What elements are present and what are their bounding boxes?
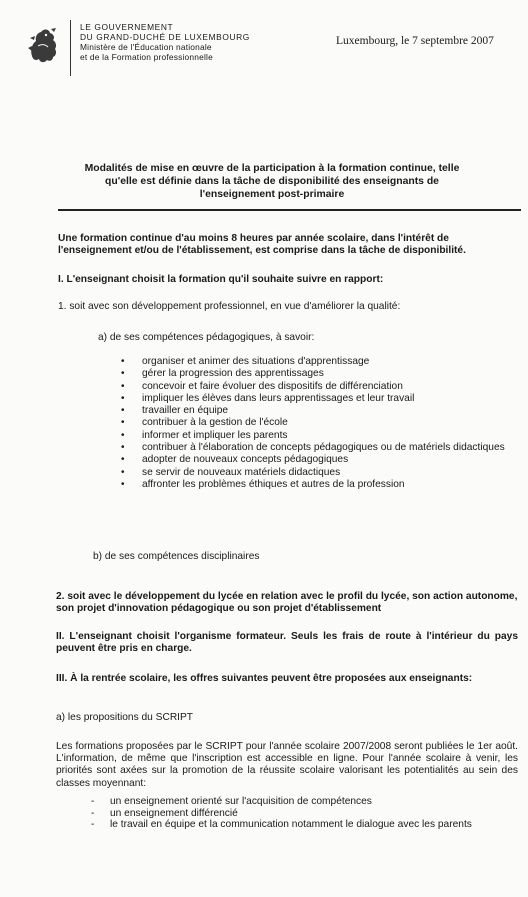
header-divider: [70, 20, 71, 76]
point-1b: b) de ses compétences disciplinaires: [93, 551, 260, 562]
gov-line-1: LE GOUVERNEMENT: [80, 22, 174, 32]
list-item: • contribuer à l'élaboration de concepts pédagogiques ou de matériels didactiques: [118, 442, 518, 454]
priorities-list: [86, 796, 506, 831]
list-item: • informer et impliquer les parents: [118, 430, 518, 442]
place-date: Luxembourg, le 7 septembre 2007: [336, 35, 494, 47]
gov-line-4: et de la Formation professionnelle: [80, 52, 213, 62]
point-1a: a) de ses compétences pédagogiques, à savoir:: [98, 332, 315, 343]
point-1: 1. soit avec son développement professionnel, en vue d'améliorer la qualité:: [58, 301, 401, 312]
point-2: 2. soit avec le développement du lycée en relation avec le profil du lycée, son action autonome, son projet d'innovation pédagogique ou son projet d'établissement: [56, 591, 518, 615]
intro-paragraph: Une formation continue d'au moins 8 heures par année scolaire, dans l'intérêt de l'enseignement et/ou de l'établissement, est comprise dans la tâche de disponibilité.: [58, 233, 466, 257]
list-item: • organiser et animer des situations d'apprentissage: [118, 356, 518, 368]
list-item: - un enseignement orienté sur l'acquisition de compétences: [86, 796, 506, 808]
list-item: - un enseignement différencié: [86, 808, 506, 820]
document-title: [52, 162, 492, 201]
list-item: • affronter les problèmes éthiques et autres de la profession: [118, 479, 518, 491]
list-item: • contribuer à la gestion de l'école: [118, 417, 518, 429]
title-rule: [58, 209, 521, 211]
list-item: • impliquer les élèves dans leurs apprentissages et leur travail: [118, 393, 518, 405]
list-item: • concevoir et faire évoluer des dispositifs de différenciation: [118, 381, 518, 393]
section-2-heading: II. L'enseignant choisit l'organisme formateur. Seuls les frais de route à l'intérieur du pays peuvent être pris en charge.: [56, 631, 518, 655]
list-item: • travailler en équipe: [118, 405, 518, 417]
competences-list: [118, 356, 518, 491]
lion-coat-of-arms-icon: [26, 26, 60, 64]
title-line-1: Modalités de mise en œuvre de la participation à la formation continue, telle: [84, 163, 460, 174]
section-3a: a) les propositions du SCRIPT: [56, 712, 194, 723]
title-line-3: l'enseignement post-primaire: [199, 189, 345, 200]
script-paragraph: Les formations proposées par le SCRIPT pour l'année scolaire 2007/2008 seront publiées le 1er août. L'information, de même que l'inscription est accessible en ligne. Pour l'année scolaire à venir, les priorités sont axées sur la promotion de la réussite scolaire valorisant les potentialités au sein des classes moyennant:: [56, 741, 518, 789]
list-item: • gérer la progression des apprentissages: [118, 368, 518, 380]
government-letterhead: [80, 22, 250, 62]
title-line-2: qu'elle est définie dans la tâche de disponibilité des enseignants de: [105, 176, 439, 187]
section-1-heading: I. L'enseignant choisit la formation qu'il souhaite suivre en rapport:: [58, 274, 384, 285]
gov-line-2: DU GRAND-DUCHÉ DE LUXEMBOURG: [80, 32, 250, 42]
list-item: • se servir de nouveaux matériels didactiques: [118, 467, 518, 479]
gov-line-3: Ministère de l'Éducation nationale: [80, 42, 212, 52]
list-item: - le travail en équipe et la communication notamment le dialogue avec les parents: [86, 819, 506, 831]
section-3-heading: III. À la rentrée scolaire, les offres suivantes peuvent être proposées aux enseignants:: [56, 673, 473, 684]
list-item: • adopter de nouveaux concepts pédagogiques: [118, 454, 518, 466]
